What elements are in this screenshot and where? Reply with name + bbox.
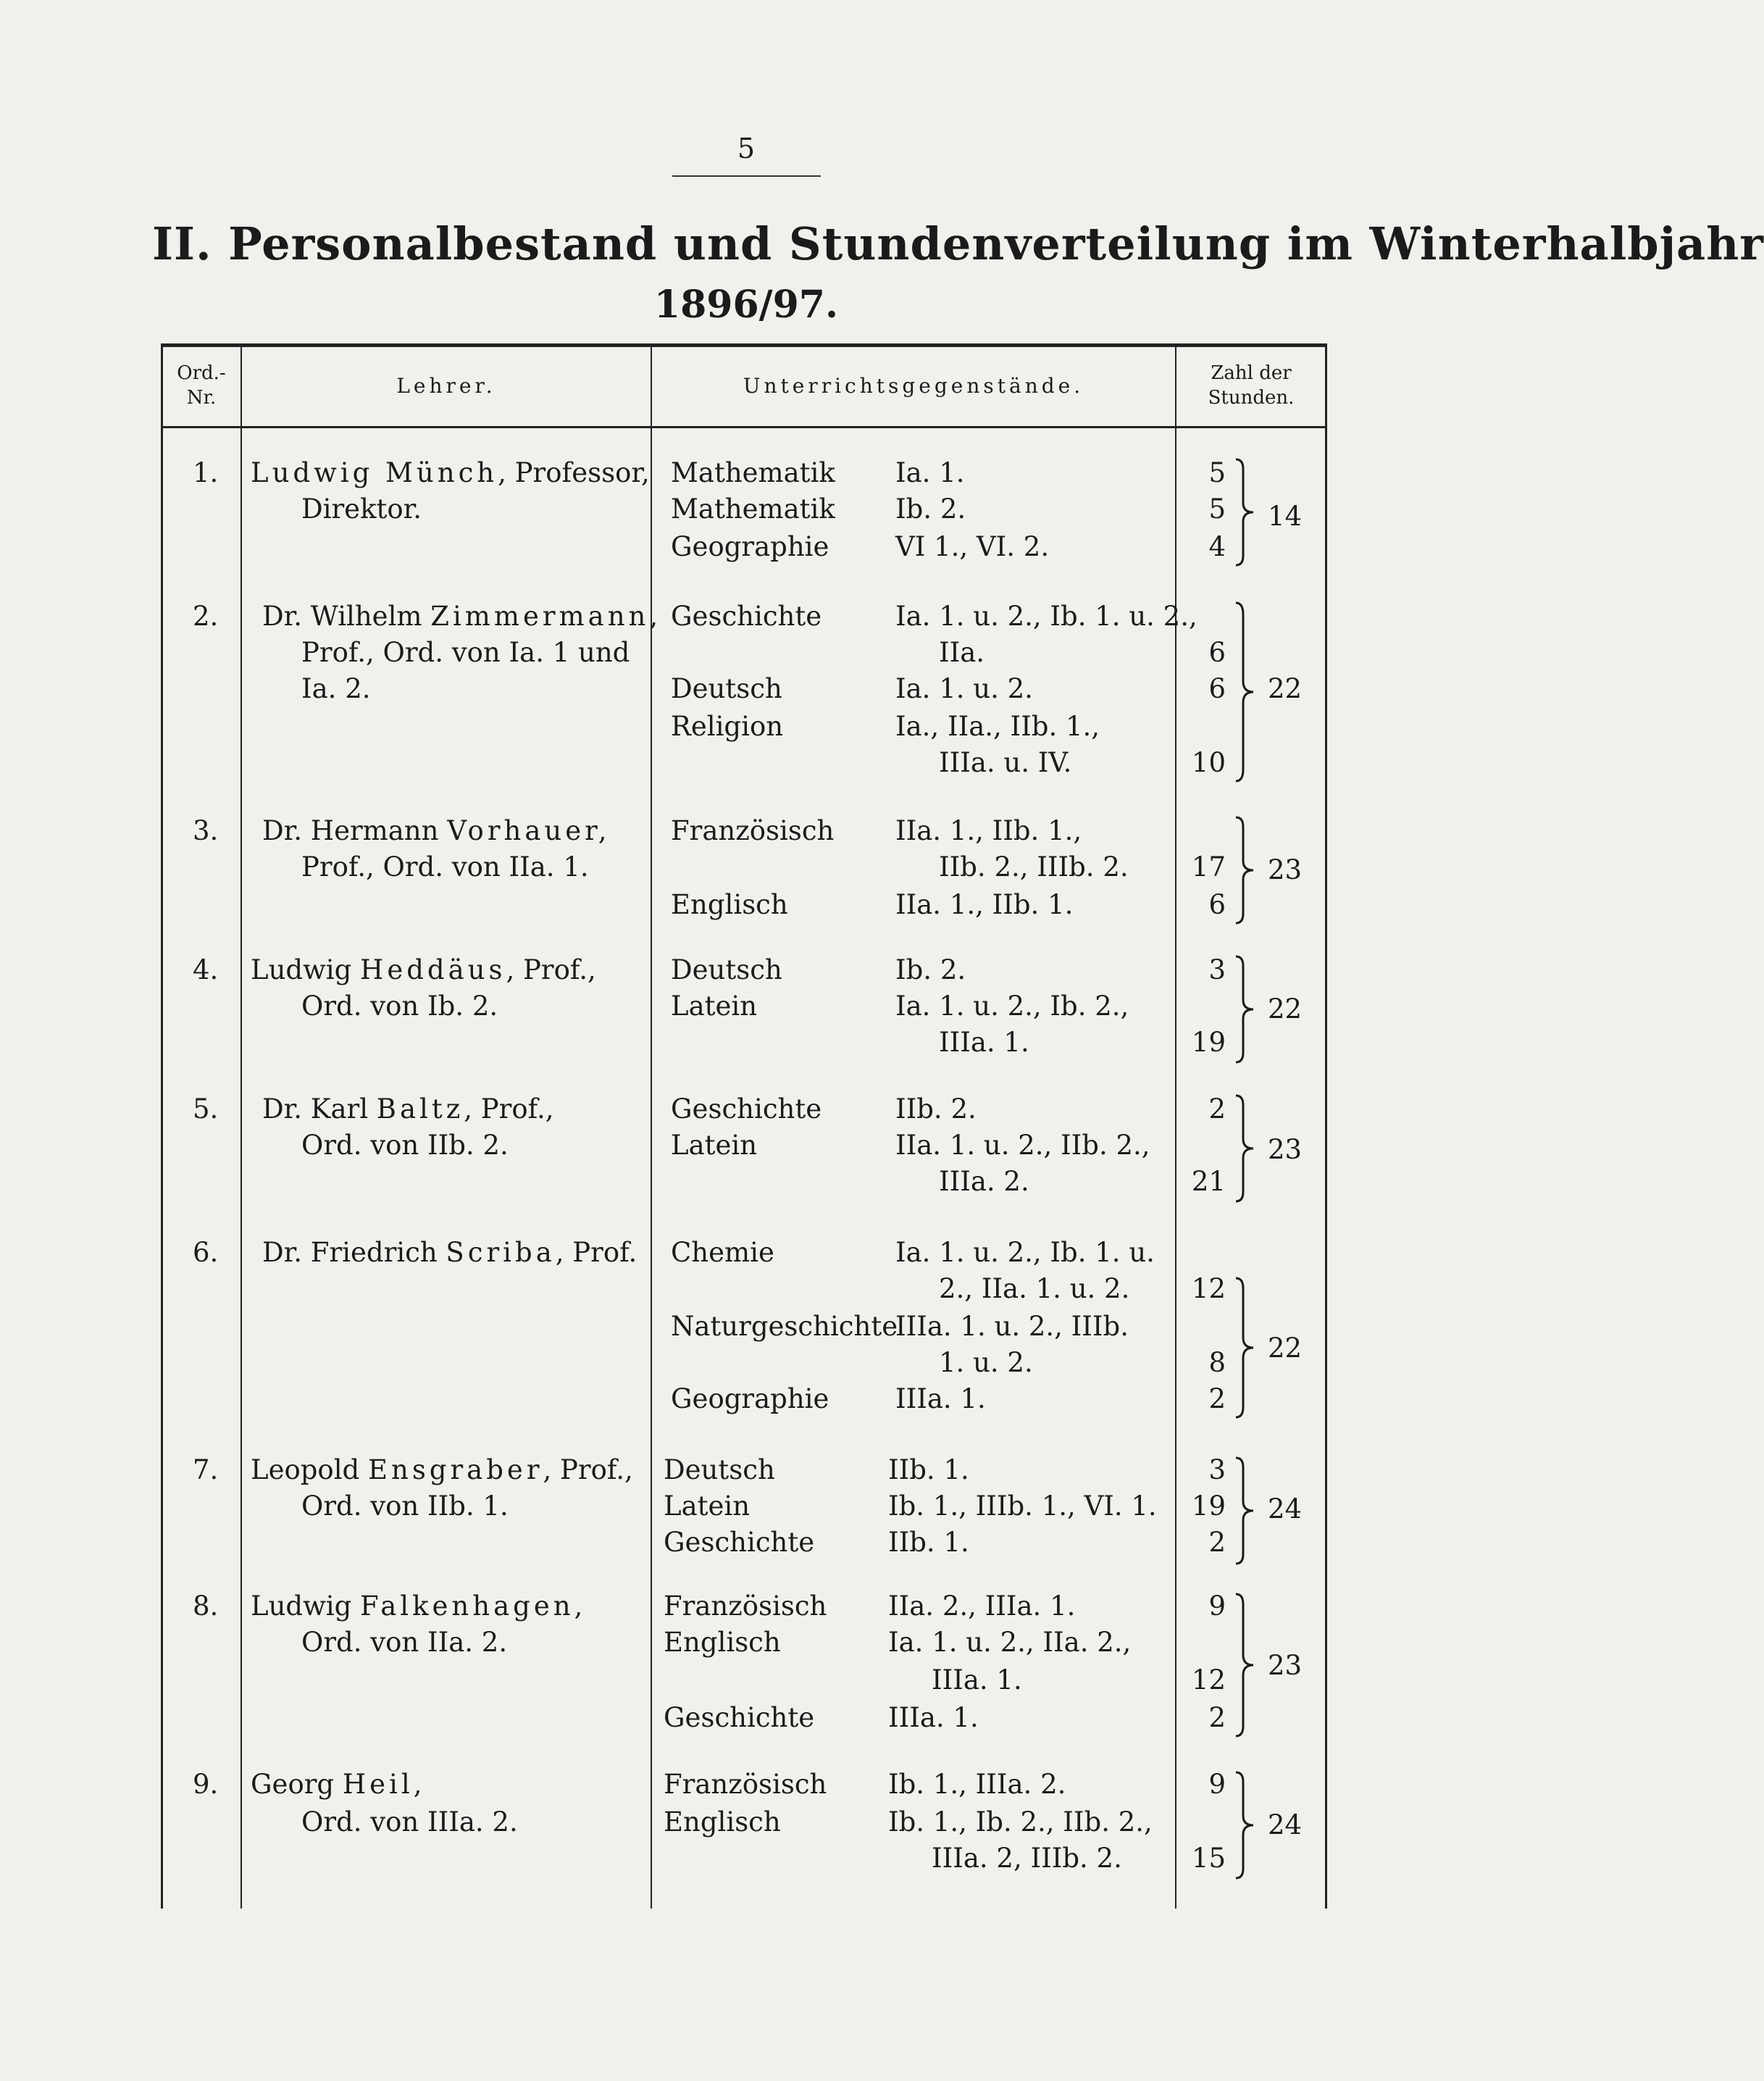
subject: Englisch bbox=[664, 1627, 781, 1658]
page-number-rule bbox=[672, 175, 821, 177]
col-divider-2 bbox=[651, 343, 652, 1909]
teacher-firstname: Ludwig bbox=[251, 1590, 361, 1622]
hours: 6 bbox=[1208, 637, 1226, 668]
hours: 15 bbox=[1191, 1843, 1226, 1874]
teacher-surname: Vorhauer, bbox=[447, 815, 611, 846]
row-number: 2. bbox=[193, 601, 219, 632]
subject: Deutsch bbox=[671, 673, 782, 704]
total-hours: 22 bbox=[1268, 673, 1303, 704]
teacher-name bbox=[251, 952, 596, 988]
curly-brace-icon bbox=[1233, 955, 1262, 1064]
teacher-surname: Baltz bbox=[376, 1093, 464, 1125]
teacher-surname: Zimmermann, bbox=[430, 601, 662, 632]
teacher-title: , Prof., bbox=[543, 1454, 633, 1485]
class-list: Ib. 1., IIIb. 1., VI. 1. bbox=[888, 1490, 1157, 1522]
class-list: Ia. 1. bbox=[895, 457, 965, 488]
class-list: Ia. 1. u. 2., Ib. 1. u. bbox=[895, 1237, 1155, 1268]
class-list: IIb. 2. bbox=[895, 1093, 977, 1125]
curly-brace-icon bbox=[1233, 458, 1262, 567]
subject: Geschichte bbox=[664, 1702, 815, 1733]
class-list: Ia. 1. u. 2., IIa. 2., bbox=[888, 1627, 1132, 1658]
curly-brace-icon bbox=[1233, 1456, 1262, 1565]
class-list: Ib. 2. bbox=[895, 493, 966, 525]
total-hours: 24 bbox=[1268, 1809, 1303, 1840]
row-number: 8. bbox=[193, 1590, 219, 1622]
teacher-title: , Prof., bbox=[464, 1093, 554, 1125]
total-hours: 23 bbox=[1268, 1134, 1303, 1165]
hours: 19 bbox=[1191, 1490, 1226, 1522]
teacher-surname: Heil, bbox=[342, 1769, 426, 1800]
curly-brace-icon bbox=[1233, 1593, 1262, 1738]
class-list: IIa. bbox=[939, 637, 985, 668]
subject: Geographie bbox=[671, 531, 829, 562]
hours: 19 bbox=[1191, 1027, 1226, 1058]
subject: Geographie bbox=[671, 1383, 829, 1414]
section-title: II. Personalbestand und Stundenverteilung im Winterhalbjahr bbox=[152, 217, 1764, 270]
curly-brace-icon bbox=[1233, 1771, 1262, 1880]
teacher-firstname: Dr. Friedrich bbox=[262, 1237, 446, 1268]
teacher-role: Prof., Ord. von Ia. 1 und bbox=[301, 637, 630, 668]
class-list: IIa. 1. u. 2., IIb. 2., bbox=[895, 1130, 1150, 1161]
subject: Deutsch bbox=[664, 1454, 775, 1485]
teacher-firstname: Georg bbox=[251, 1769, 343, 1800]
hours: 3 bbox=[1208, 954, 1226, 985]
teacher-name bbox=[262, 599, 661, 635]
subject: Mathematik bbox=[671, 493, 835, 525]
subject: Mathematik bbox=[671, 457, 835, 488]
hours: 2 bbox=[1208, 1702, 1226, 1733]
teacher-surname: Ensgraber bbox=[367, 1454, 543, 1485]
subject: Religion bbox=[671, 711, 784, 742]
subject: Französisch bbox=[664, 1769, 827, 1800]
total-hours: 23 bbox=[1268, 854, 1303, 885]
hours: 5 bbox=[1208, 457, 1226, 488]
class-list: IIb. 1. bbox=[888, 1454, 969, 1485]
hours: 12 bbox=[1191, 1273, 1226, 1304]
total-hours: 22 bbox=[1268, 1333, 1303, 1364]
hours: 12 bbox=[1191, 1664, 1226, 1696]
teacher-name bbox=[251, 1767, 425, 1803]
teacher-firstname: Leopold bbox=[251, 1454, 368, 1485]
curly-brace-icon bbox=[1233, 601, 1262, 783]
total-hours: 22 bbox=[1268, 993, 1303, 1025]
hours: 3 bbox=[1208, 1454, 1226, 1485]
total-hours: 23 bbox=[1268, 1650, 1303, 1681]
total-hours: 24 bbox=[1268, 1493, 1303, 1525]
row-number: 5. bbox=[193, 1093, 219, 1125]
class-list: IIIa. u. IV. bbox=[939, 747, 1072, 778]
class-list: IIIa. 2. bbox=[939, 1166, 1029, 1197]
hours: 4 bbox=[1208, 531, 1226, 562]
subject: Geschichte bbox=[671, 1093, 822, 1125]
row-number: 4. bbox=[193, 954, 219, 985]
class-list: Ia., IIa., IIb. 1., bbox=[895, 711, 1100, 742]
class-list: IIa. 2., IIIa. 1. bbox=[888, 1590, 1076, 1622]
class-list: IIIa. 1. bbox=[895, 1383, 986, 1414]
subject: Geschichte bbox=[664, 1527, 815, 1558]
teacher-role: Ord. von IIb. 2. bbox=[301, 1130, 509, 1161]
teacher-name bbox=[262, 1235, 637, 1271]
class-list: IIIa. 1. bbox=[932, 1664, 1022, 1696]
hours: 10 bbox=[1191, 747, 1226, 778]
row-number: 9. bbox=[193, 1769, 219, 1800]
col-divider-3 bbox=[1175, 343, 1176, 1909]
teacher-name bbox=[251, 1452, 633, 1488]
table-top-rule bbox=[161, 343, 1327, 347]
table-right-rule bbox=[1325, 343, 1327, 1909]
class-list: Ib. 1., IIIa. 2. bbox=[888, 1769, 1066, 1800]
teacher-name bbox=[262, 1091, 554, 1127]
curly-brace-icon bbox=[1233, 1277, 1262, 1419]
hours: 17 bbox=[1191, 851, 1226, 883]
subject: Latein bbox=[671, 991, 758, 1022]
class-list: VI 1., VI. 2. bbox=[895, 531, 1050, 562]
teacher-firstname: Dr. Karl bbox=[262, 1093, 377, 1125]
teacher-role: Ord. von IIIa. 2. bbox=[301, 1806, 518, 1838]
class-list: IIIa. 2, IIIb. 2. bbox=[932, 1843, 1122, 1874]
subject: Latein bbox=[664, 1490, 751, 1522]
subject: Latein bbox=[671, 1130, 758, 1161]
teacher-role: Prof., Ord. von IIa. 1. bbox=[301, 851, 589, 883]
class-list: 1. u. 2. bbox=[939, 1347, 1033, 1378]
class-list: Ib. 1., Ib. 2., IIb. 2., bbox=[888, 1806, 1153, 1838]
class-list: IIIa. 1. bbox=[888, 1702, 979, 1733]
class-list: 2., IIa. 1. u. 2. bbox=[939, 1273, 1130, 1304]
hours: 6 bbox=[1208, 673, 1226, 704]
subject: Englisch bbox=[671, 889, 788, 920]
teacher-title: , Professor, bbox=[498, 457, 650, 488]
curly-brace-icon bbox=[1233, 1094, 1262, 1203]
subject: Englisch bbox=[664, 1806, 781, 1838]
section-title-year: 1896/97. bbox=[653, 283, 839, 327]
teacher-surname: Heddäus bbox=[360, 954, 506, 985]
header-bottom-rule bbox=[161, 426, 1327, 428]
teacher-surname: Scriba bbox=[446, 1237, 556, 1268]
teacher-role-cont: Ia. 2. bbox=[301, 673, 371, 704]
class-list: IIIa. 1. bbox=[939, 1027, 1029, 1058]
subject: Naturgeschichte bbox=[671, 1311, 898, 1342]
header-ord-nr bbox=[164, 361, 239, 410]
teacher-title: , Prof., bbox=[506, 954, 596, 985]
teacher-role: Ord. von IIa. 2. bbox=[301, 1627, 508, 1658]
class-list: Ia. 1. u. 2., Ib. 1. u. 2., bbox=[895, 601, 1197, 632]
row-number: 7. bbox=[193, 1454, 219, 1485]
subject: Deutsch bbox=[671, 954, 782, 985]
teacher-role: Direktor. bbox=[301, 493, 422, 525]
class-list: IIa. 1., IIb. 1., bbox=[895, 815, 1082, 846]
class-list: IIb. 2., IIIb. 2. bbox=[939, 851, 1129, 883]
row-number: 1. bbox=[193, 457, 219, 488]
header-hours-line2: Stunden. bbox=[1208, 387, 1295, 409]
teacher-title: , Prof. bbox=[555, 1237, 638, 1268]
header-teacher: Lehrer. bbox=[396, 374, 496, 398]
total-hours: 14 bbox=[1268, 501, 1303, 532]
hours: 9 bbox=[1208, 1769, 1226, 1800]
teacher-name bbox=[262, 813, 611, 849]
class-list: IIb. 1. bbox=[888, 1527, 969, 1558]
header-hours-line1: Zahl der bbox=[1211, 362, 1292, 384]
subject: Französisch bbox=[671, 815, 835, 846]
hours: 21 bbox=[1191, 1166, 1226, 1197]
teacher-name bbox=[251, 1588, 586, 1625]
header-hours bbox=[1178, 361, 1324, 410]
hours: 8 bbox=[1208, 1347, 1226, 1378]
teacher-firstname: Dr. Hermann bbox=[262, 815, 448, 846]
header-subjects: Unterrichtsgegenstände. bbox=[743, 374, 1084, 398]
class-list: IIIa. 1. u. 2., IIIb. bbox=[895, 1311, 1129, 1342]
teacher-firstname: Dr. Wilhelm bbox=[262, 601, 431, 632]
header-ord-line1: Ord.- bbox=[177, 362, 226, 384]
page-number: 5 bbox=[737, 133, 756, 164]
class-list: Ia. 1. u. 2., Ib. 2., bbox=[895, 991, 1129, 1022]
row-number: 6. bbox=[193, 1237, 219, 1268]
hours: 2 bbox=[1208, 1093, 1226, 1125]
hours: 6 bbox=[1208, 889, 1226, 920]
teacher-firstname: Ludwig bbox=[251, 954, 361, 985]
class-list: IIa. 1., IIb. 1. bbox=[895, 889, 1074, 920]
row-number: 3. bbox=[193, 815, 219, 846]
hours: 2 bbox=[1208, 1527, 1226, 1558]
class-list: Ia. 1. u. 2. bbox=[895, 673, 1033, 704]
col-divider-1 bbox=[241, 343, 242, 1909]
hours: 9 bbox=[1208, 1590, 1226, 1622]
header-ord-line2: Nr. bbox=[186, 387, 217, 409]
teacher-role: Ord. von IIb. 1. bbox=[301, 1490, 509, 1522]
subject: Geschichte bbox=[671, 601, 822, 632]
hours: 2 bbox=[1208, 1383, 1226, 1414]
class-list: Ib. 2. bbox=[895, 954, 966, 985]
teacher-name bbox=[251, 455, 650, 491]
curly-brace-icon bbox=[1233, 816, 1262, 925]
teacher-surname: Ludwig Münch bbox=[251, 457, 498, 488]
hours: 5 bbox=[1208, 493, 1226, 525]
teacher-role: Ord. von Ib. 2. bbox=[301, 991, 498, 1022]
table-left-rule bbox=[161, 343, 163, 1909]
subject: Chemie bbox=[671, 1237, 774, 1268]
teacher-surname: Falkenhagen, bbox=[360, 1590, 587, 1622]
subject: Französisch bbox=[664, 1590, 827, 1622]
